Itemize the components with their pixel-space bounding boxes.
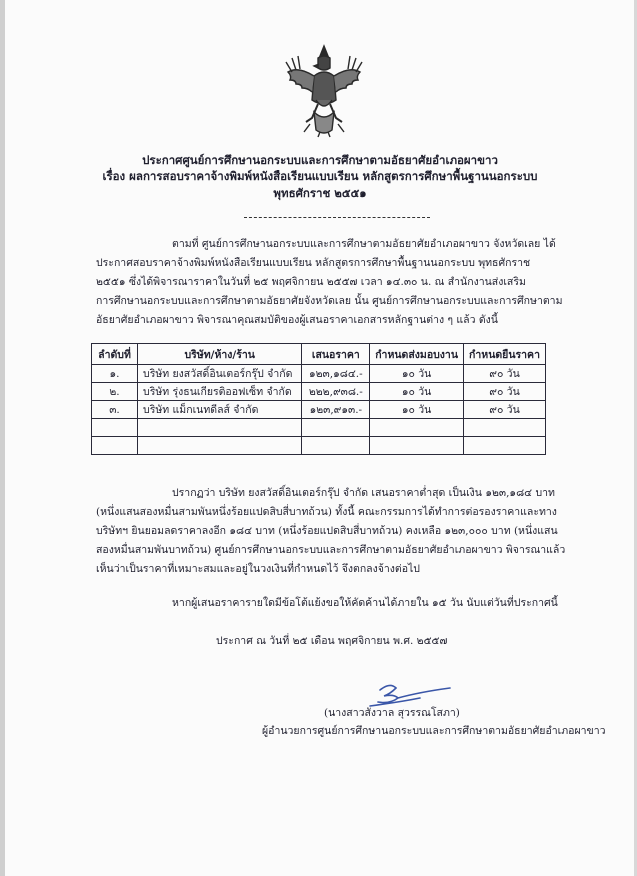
- objection-line: หากผู้เสนอราคารายใดมีข้อโต้แย้งขอให้คัดค้านได้ภายใน ๑๕ วัน นับแต่วันที่ประกาศนี้: [172, 597, 558, 609]
- header-delivery: กำหนดส่งมอบงาน: [370, 344, 464, 365]
- cell-delivery: ๑๐ วัน: [370, 401, 464, 419]
- cell-price: ๑๒๓,๙๑๓.-: [302, 401, 370, 419]
- cell-company: บริษัท ยงสวัสดิ์อินเตอร์กรุ๊ป จำกัด: [138, 365, 302, 383]
- result-line-5: เห็นว่าเป็นราคาที่เหมาะสมและอยู่ในวงเงินที่กำหนดไว้ จึงตกลงจ้างต่อไป: [96, 563, 420, 575]
- title-divider: [244, 217, 430, 218]
- intro-line-3: ๒๕๕๑ ซึ่งได้พิจารณาราคาในวันที่ ๒๕ พฤศจิกายน ๒๕๕๗ เวลา ๑๔.๓๐ น. ณ สำนักงานส่งเสริม: [96, 276, 526, 288]
- cell-company: บริษัท รุ่งธนเกียรติออฟเซ็ท จำกัด: [138, 383, 302, 401]
- scan-edge-left: [0, 0, 5, 876]
- cell-validity: ๙๐ วัน: [464, 365, 546, 383]
- result-line-3: บริษัทฯ ยินยอมลดราคาลงอีก ๑๘๔ บาท (หนึ่งร้อยแปดสิบสี่บาทถ้วน) คงเหลือ ๑๒๓,๐๐๐ บาท (หนึ่งแสน: [96, 525, 558, 537]
- garuda-emblem-icon: [284, 42, 364, 138]
- cell-order: ๓.: [92, 401, 138, 419]
- cell-order: ๒.: [92, 383, 138, 401]
- cell-price: ๑๒๓,๑๘๔.-: [302, 365, 370, 383]
- intro-line-1: ตามที่ ศูนย์การศึกษานอกระบบและการศึกษาตามอัธยาศัยอำเภอผาขาว จังหวัดเลย ได้: [172, 238, 556, 250]
- cell-validity: ๙๐ วัน: [464, 383, 546, 401]
- intro-line-2: ประกาศสอบราคาจ้างพิมพ์หนังสือเรียนแบบเรียน หลักสูตรการศึกษาพื้นฐานนอกระบบ พุทธศักราช: [96, 257, 531, 269]
- intro-line-5: อัธยาศัยอำเภอผาขาว พิจารณาคุณสมบัติของผู้เสนอราคาเอกสารหลักฐานต่าง ๆ แล้ว ดังนี้: [96, 314, 498, 326]
- table-row-empty: [92, 437, 546, 455]
- table-row: [92, 383, 546, 401]
- title-line-3: พุทธศักราช ๒๕๕๑: [273, 186, 367, 200]
- cell-order: ๑.: [92, 365, 138, 383]
- table-row: [92, 401, 546, 419]
- signatory-position: ผู้อำนวยการศูนย์การศึกษานอกระบบและการศึกษาตามอัธยาศัยอำเภอผาขาว: [262, 725, 606, 737]
- cell-delivery: ๑๐ วัน: [370, 383, 464, 401]
- signatory-name: (นางสาวสังวาล สุวรรณโสภา): [324, 707, 460, 719]
- cell-delivery: ๑๐ วัน: [370, 365, 464, 383]
- result-line-1: ปรากฏว่า บริษัท ยงสวัสดิ์อินเตอร์กรุ๊ป จำกัด เสนอราคาต่ำสุด เป็นเงิน ๑๒๓,๑๘๔ บาท: [172, 487, 555, 499]
- table-row-empty: [92, 419, 546, 437]
- cell-price: ๒๒๒,๙๓๘.-: [302, 383, 370, 401]
- header-company: บริษัท/ห้าง/ร้าน: [138, 344, 302, 365]
- date-line: ประกาศ ณ วันที่ ๒๕ เดือน พฤศจิกายน พ.ศ. ๒๕๕๗: [216, 635, 448, 647]
- table-row: [92, 365, 546, 383]
- header-validity: กำหนดยืนราคา: [464, 344, 546, 365]
- intro-line-4: การศึกษานอกระบบและการศึกษาตามอัธยาศัยจังหวัดเลย นั้น ศูนย์การศึกษานอกระบบและการศึกษาตาม: [96, 295, 563, 307]
- cell-validity: ๙๐ วัน: [464, 401, 546, 419]
- header-price: เสนอราคา: [302, 344, 370, 365]
- header-order: ลำดับที่: [92, 344, 138, 365]
- cell-company: บริษัท แม็กเนทดีลส์ จำกัด: [138, 401, 302, 419]
- table-header-row: [92, 344, 546, 365]
- result-line-2: (หนึ่งแสนสองหมื่นสามพันหนึ่งร้อยแปดสิบสี่บาทถ้วน) ทั้งนี้ คณะกรรมการได้ทำการต่อรองราคาและทาง: [96, 506, 557, 518]
- title-line-1: ประกาศศูนย์การศึกษานอกระบบและการศึกษาตามอัธยาศัยอำเภอผาขาว: [142, 153, 498, 167]
- title-line-2: เรื่อง ผลการสอบราคาจ้างพิมพ์หนังสือเรียนแบบเรียน หลักสูตรการศึกษาพื้นฐานนอกระบบ: [102, 169, 538, 183]
- bid-table: [91, 343, 546, 455]
- result-line-4: สองหมื่นสามพันบาทถ้วน) ศูนย์การศึกษานอกระบบและการศึกษาตามอัธยาศัยอำเภอผาขาว พิจารณาแล้ว: [96, 544, 566, 556]
